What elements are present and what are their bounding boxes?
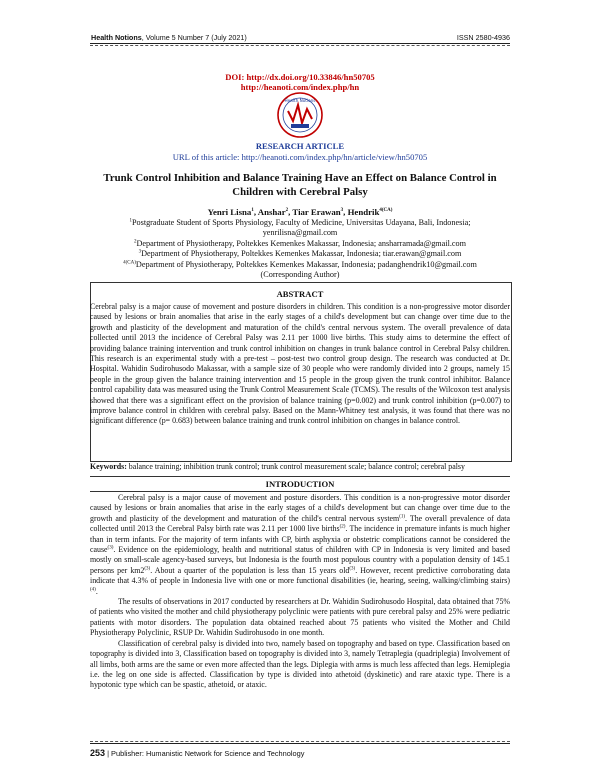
- affiliation-1: $^1$Postgraduate Student of Sports Physiology, Faculty of Medicine, Universitas Udayana, Bali, Indonesia;: [129, 218, 471, 227]
- author-1: Yenri Lisna: [207, 207, 252, 217]
- author-2: Anshar: [257, 207, 286, 217]
- intro-paragraph-3: Classification of cerebral palsy is divided into two, namely based on topography and based on type. Classification based on topography is divided into 3, Classification based on topography is divided into 3, namely Tetraplegia (quadriplegia) Involvement of all limbs, both arms are the same or even more affected than the legs. Diplegia with arms is much less affected than legs. Hemiplegia i.e. the leg on one side is affected. Classification by type is divided into athetoid (dyskinetic) and rare ataxic type. There is a hypotonic type which can be spastic, athetoid, or ataxic.: [90, 638, 510, 690]
- publisher: | Publisher: Humanistic Network for Science and Technology: [105, 749, 305, 758]
- affiliation-3: $^3$Department of Physiotherapy, Poltekkes Kemenkes Makassar, Indonesia; tiar.erawan@gmail.com: [138, 249, 462, 259]
- header-rule: [90, 43, 510, 44]
- paper-title: Trunk Control Inhibition and Balance Training Have an Effect on Balance Control in Children with Cerebral Palsy: [103, 172, 497, 198]
- affiliation-2: $^2$Department of Physiotherapy, Poltekkes Kemenkes Makassar, Indonesia; ansharramada@gmail.com: [133, 238, 467, 248]
- author-4-sup: 4(CA): [379, 208, 393, 214]
- author-3: Tiar Erawan: [292, 207, 341, 217]
- keywords: [90, 462, 510, 472]
- site-link[interactable]: http://heanoti.com/index.php/hn: [240, 82, 360, 92]
- article-url[interactable]: URL of this article: http://heanoti.com/index.php/hn/article/view/hn50705: [172, 152, 428, 162]
- author-4: Hendrik: [347, 207, 380, 217]
- journal-logo-icon: [276, 91, 324, 139]
- affiliation-4: $^{4(CA)}$Department of Physiotherapy, Poltekkes Kemenkes Makassar, Indonesia; padanghendrik10@gmail.com: [123, 259, 477, 269]
- author-1-sup: 1: [251, 208, 254, 214]
- article-type: RESEARCH ARTICLE: [255, 141, 345, 151]
- logo-text: Health Notions: [284, 98, 316, 103]
- keywords-label: Keywords:: [90, 462, 127, 471]
- author-list: Yenri Lisna$^1$, Anshar$^2$, Tiar Erawan$^3$, Hendrik$^{4(CA)}$: [207, 207, 393, 217]
- intro-paragraph-1: Cerebral palsy is a major cause of movement and posture disorders. This condition is a non-progressive motor disorder caused by lesions or brain anomalies that arise in the early stages of a child's development but can change over time due to the growth and plasticity of the development and maturation of the child's central nervous system$^{(1)}$. The overall prevalence of data collected until 2013 the Cerebral Palsy birth rate was 2.11 per 1000 live births$^{(2)}$. The incidence in premature infants is much higher than in term infants. For the majority of term infants with CP, birth asphyxia or obstetric complications cannot be considered the cause$^{(3)}$. Evidence on the epidemiology, health and nutritional status of children with CP in Indonesia is very limited and based mostly on small-scale agency-based surveys, but Indonesia is the fourth most populous country with a population density of 145.1 persons per km2$^{(3)}$. About a quarter of the population is less than 15 years old$^{(3)}$. However, recent predictive corroborating data indicate that 4.3% of people in Indonesia live with one or more functional disabilities (ie, hearing, seeing, walking/climbing stairs)$^{(4)}$.: [90, 493, 511, 596]
- header-rule-dashed: [90, 45, 510, 46]
- corresponding-author-note: (Corresponding Author): [260, 270, 340, 280]
- volume-info: , Volume 5 Number 7 (July 2021): [141, 33, 247, 42]
- keywords-text: balance training; inhibition trunk control; trunk control measurement scale; balance control; cerebral palsy: [126, 462, 465, 471]
- affiliations: [90, 218, 510, 280]
- footer-rule: [90, 743, 510, 744]
- abstract-text: Cerebral palsy is a major cause of movement and posture disorders in children. This condition is a non-progressive motor disorder caused by lesions or brain anomalies that arise in the early stages of a child's development but can change over time due to the growth and plasticity of the development and maturation of the child's central nervous system. The overall prevalence of data collected until 2013 the incidence of Cerebral Palsy was 2.11 per 1000 live births. This study aims to determine the effect of providing balance training intervention and trunk control inhibition on changes in trunk balance control in Cerebral Palsy children. This research is an experimental study with a pre-test – post-test two control group design. The research was conducted at Dr. Hospital. Wahidin Sudirohusodo Makassar, with a sample size of 30 people who were randomly divided into 2 groups, namely 15 people in the group given the balance training intervention and 15 people in the group given the trunk control inhibitor. Balance control capability data was measured using the Trunk Control Measurement Scale (TCMS). The results of the Wilcoxon test analysis showed that there was a significant effect on the provision of balance training (p=0.002) and trunk control inhibition (p=0.007) to improve balance control in children with cerebral palsy. Based on the Mann-Whitney test analysis, it was found that there was no significant difference (p= 0.683) between balance training and trunk control inhibition on changes in balance control.: [90, 302, 510, 426]
- page-number: 253: [90, 748, 106, 758]
- intro-body: [90, 493, 510, 691]
- intro-heading: INTRODUCTION: [265, 479, 335, 489]
- author-2-sup: 2: [285, 208, 289, 214]
- abstract-heading: ABSTRACT: [276, 289, 324, 299]
- running-header-left: [91, 33, 247, 42]
- doi-link[interactable]: DOI: http://dx.doi.org/10.33846/hn50705: [225, 72, 375, 82]
- footer-rule-dashed: [90, 741, 510, 742]
- page-footer: [90, 748, 304, 758]
- doi-block: [0, 72, 600, 92]
- affiliation-1-email: yenrilisna@gmail.com: [262, 228, 338, 238]
- intro-paragraph-2: The results of observations in 2017 conducted by researchers at Dr. Wahidin Sudirohusodo Hospital, data obtained that 75% of patients who visited the mother and child physiotherapy polyclinic were patients with pure cerebral palsy and 25% were pediatric patients with motor disorders. The population data obtained reached about 75 patients who visited the Mother and Child Physiotherapy Polyclinic, RSUP Dr. Wahidin Sudirohusodo in one month.: [90, 597, 510, 638]
- author-3-sup: 3: [340, 208, 344, 214]
- journal-name: Health Notions: [91, 33, 142, 42]
- issn: ISSN 2580-4936: [456, 33, 510, 42]
